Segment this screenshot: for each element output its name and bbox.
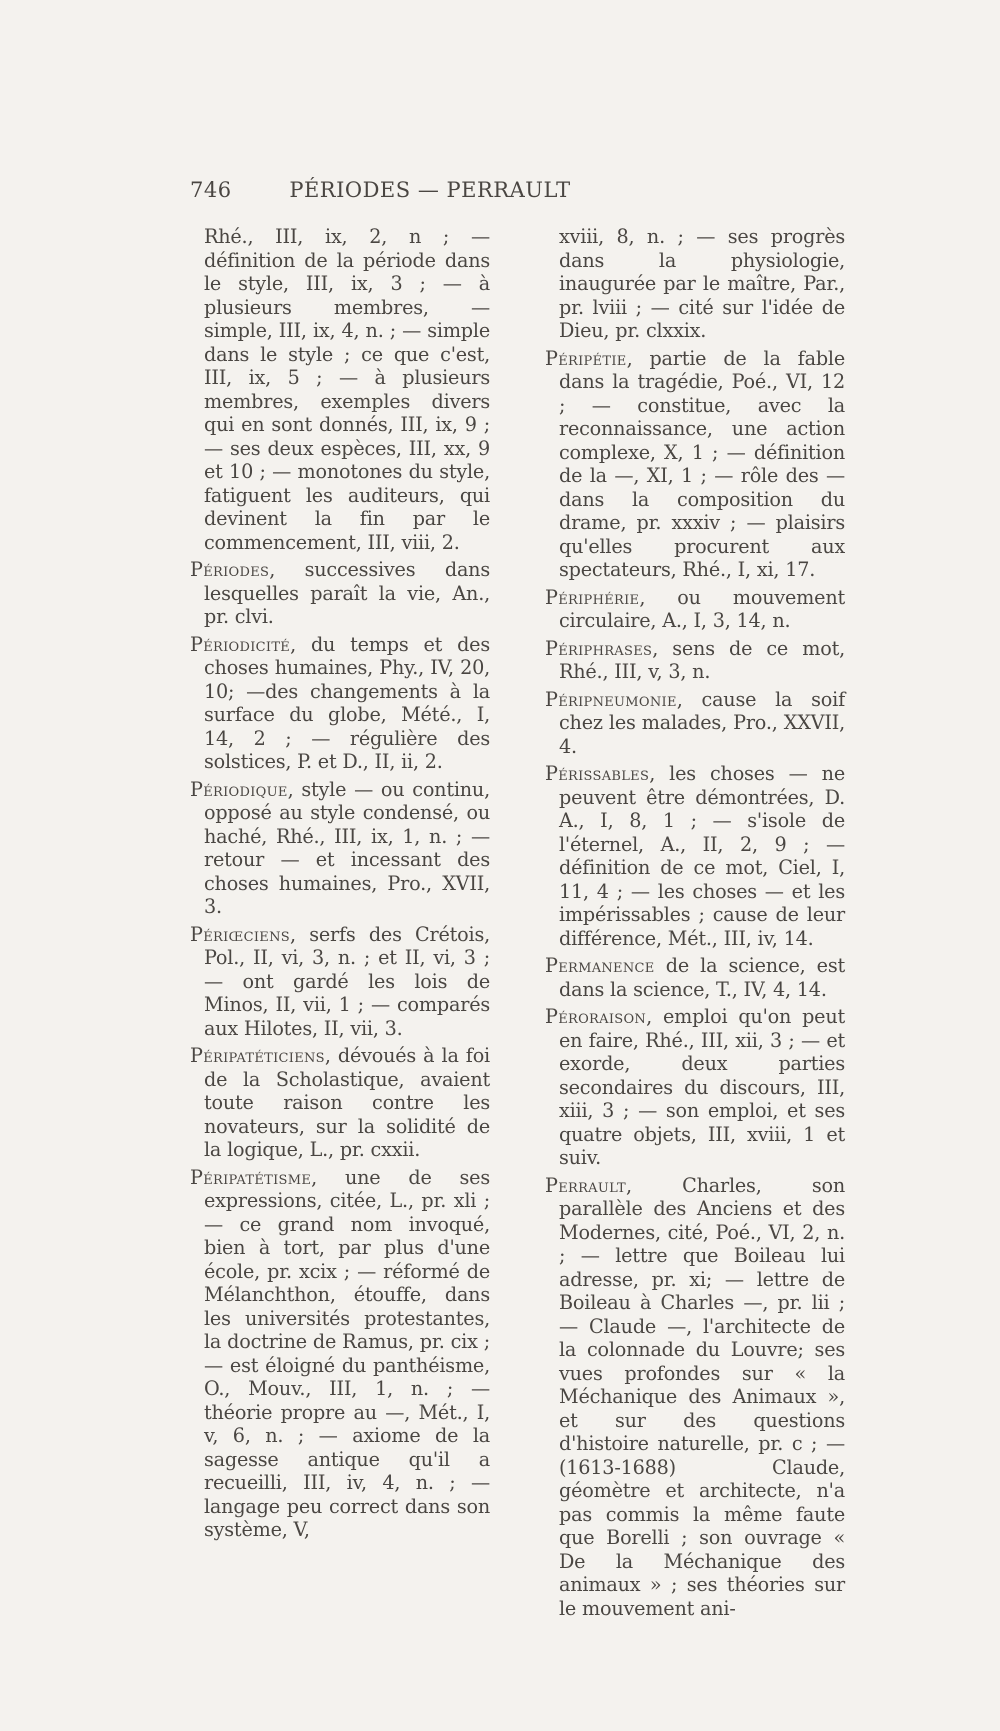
index-entry: Péroraison, emploi qu'on peut en faire, Rhé., III, xii, 3 ; — et exorde, deux parties secondaires du discours, III, xiii, 3 ; — son emploi, et ses quatre objets, III, xviii, 1 et suiv. <box>545 1005 845 1169</box>
index-entry: Périodique, style — ou continu, opposé au style condensé, ou haché, Rhé., III, ix, 1, n. ; — retour — et incessant des choses humaines, Pro., XVII, 3. <box>190 777 490 918</box>
entry-term: Péripatéticiens <box>190 1044 325 1067</box>
index-entry: Périodicité, du temps et des choses humaines, Phy., IV, 20, 10; —des changements à la surface du globe, Mété., I, 14, 2 ; — régulière des solstices, P. et D., II, ii, 2. <box>190 632 490 773</box>
entry-term: Permanence <box>545 954 655 977</box>
running-title: PÉRIODES — PERRAULT <box>289 178 571 202</box>
entry-term: Périodicité <box>190 632 291 656</box>
index-entry: Permanence de la science, est dans la science, T., IV, 4, 14. <box>545 954 845 1001</box>
entry-term: Périodique <box>190 777 288 801</box>
index-entry: Perrault, Charles, son parallèle des Anciens et des Modernes, cité, Poé., VI, 2, n. ; — lettre que Boileau lui adresse, pr. xi; — lettre de Boileau à Charles —, pr. lii ; — Claude —, l'architecte de la colonnade du Louvre; ses vues profondes sur « la Méchanique des Animaux », et sur des questions d'histoire naturelle, pr. c ; — (1613-1688) Claude, géomètre et architecte, n'a pas commis la même faute que Borelli ; son ouvrage « De la Méchanique des animaux » ; ses théories sur le mouvement ani- <box>545 1173 845 1620</box>
right-column <box>545 225 845 1624</box>
index-entry: Périœciens, serfs des Crétois, Pol., II, vi, 3, n. ; et II, vi, 3 ; — ont gardé les lois de Minos, II, vii, 1 ; — comparés aux Hilotes, II, vii, 3. <box>190 922 490 1040</box>
entry-term: Péripétie <box>545 346 627 370</box>
page-number: 746 <box>190 178 232 202</box>
index-entry: Périphérie, ou mouvement circulaire, A., I, 3, 14, n. <box>545 585 845 632</box>
index-entry: Péripétie, partie de la fable dans la tragédie, Poé., VI, 12 ; — constitue, avec la reconnaissance, une action complexe, X, 1 ; — définition de la —, XI, 1 ; — rôle des — dans la composition du drame, pr. xxxiv ; — plaisirs qu'elles procurent aux spectateurs, Rhé., I, xi, 17. <box>545 346 845 581</box>
index-entry: Péripatéticiens, dévoués à la foi de la Scholastique, avaient toute raison contre les novateurs, sur la solidité de la logique, L., pr. cxxii. <box>190 1044 490 1161</box>
entry-term: Péripatétisme <box>190 1165 312 1189</box>
index-entry: Péripneumonie, cause la soif chez les malades, Pro., XXVII, 4. <box>545 687 845 758</box>
entry-term: Périodes <box>190 558 270 581</box>
index-entry: Péripatétisme, une de ses expressions, citée, L., pr. xli ; — ce grand nom invoqué, bien à tort, par plus d'une école, pr. xcix ; — réformé de Mélanchthon, étouffe, dans les universités protestantes, la doctrine de Ramus, pr. cix ; — est éloigné du panthéisme, O., Mouv., III, 1, n. ; — théorie propre au —, Mét., I, v, 6, n. ; — axiome de la sagesse antique qu'il a recueilli, III, iv, 4, n. ; — langage peu correct dans son système, V, <box>190 1165 490 1541</box>
index-entry: Périodes, successives dans lesquelles paraît la vie, An., pr. clvi. <box>190 558 490 628</box>
entry-term: Périphrases <box>545 636 653 660</box>
entry-term: Perrault <box>545 1173 626 1197</box>
entry-term: Périœciens <box>190 922 290 946</box>
index-entry: Rhé., III, ix, 2, n ; — définition de la période dans le style, III, ix, 3 ; — à plusieurs membres, — simple, III, ix, 4, n. ; — simple dans le style ; ce que c'est, III, ix, 5 ; — à plusieurs membres, exemples divers qui en sont donnés, III, ix, 9 ; — ses deux espèces, III, xx, 9 et 10 ; — monotones du style, fatiguent les auditeurs, qui devinent la fin par le commencement, III, viii, 2. <box>204 225 490 554</box>
entry-term: Péroraison <box>545 1005 647 1028</box>
index-entry: Périssables, les choses — ne peuvent être démontrées, D. A., I, 8, 1 ; — s'isole de l'éternel, A., II, 2, 9 ; — définition de ce mot, Ciel, I, 11, 4 ; — les choses — et les impérissables ; cause de leur différence, Mét., III, iv, 14. <box>545 762 845 950</box>
entry-term: Périphérie <box>545 585 640 609</box>
entry-term: Péripneumonie <box>545 687 677 711</box>
left-column <box>190 225 490 1546</box>
index-entry: xviii, 8, n. ; — ses progrès dans la physiologie, inaugurée par le maître, Par., pr. lviii ; — cité sur l'idée de Dieu, pr. clxxix. <box>559 225 845 342</box>
index-entry: Périphrases, sens de ce mot, Rhé., III, v, 3, n. <box>545 636 845 683</box>
entry-term: Périssables <box>545 762 650 785</box>
